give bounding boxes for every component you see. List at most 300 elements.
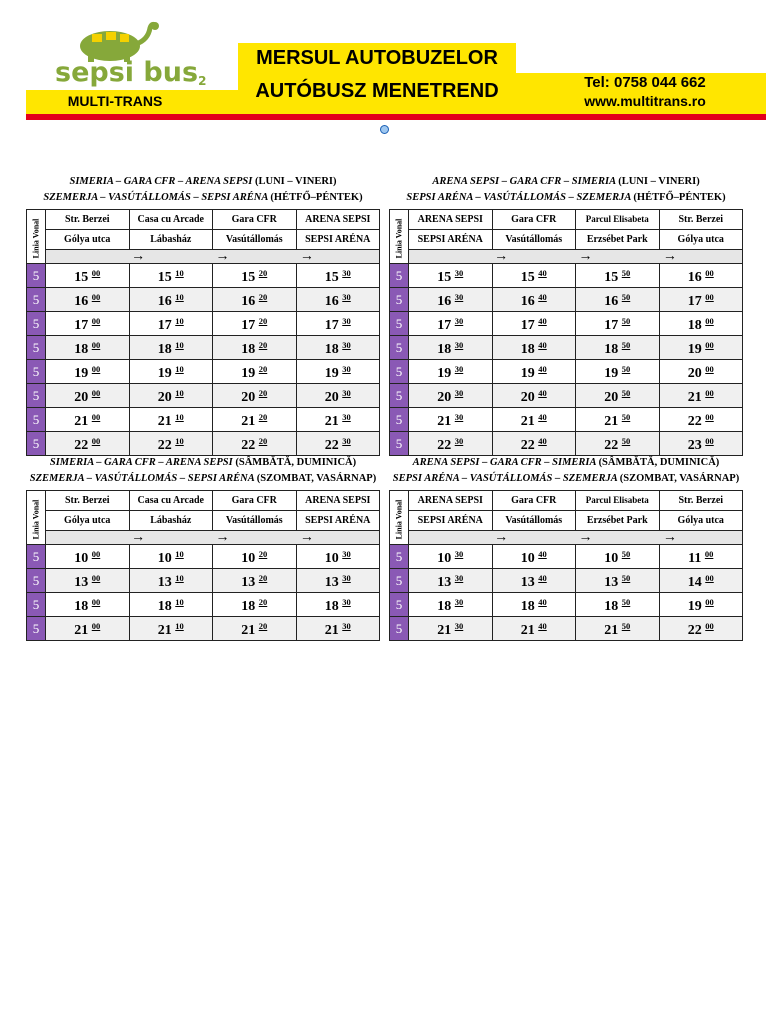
time-hour: 15 <box>324 270 343 285</box>
time-hour: 20 <box>241 390 259 405</box>
table-row <box>390 617 743 641</box>
time-hour: 10 <box>241 551 259 566</box>
timetable-block <box>26 174 380 456</box>
line-number-badge: 5 <box>390 408 409 432</box>
departure-time <box>46 432 130 456</box>
time-minute: 30 <box>342 316 351 326</box>
days-ro: (SÂMBĂTĂ, DUMINICĂ) <box>235 457 357 468</box>
time-hour: 20 <box>687 366 706 381</box>
time-minute: 20 <box>258 268 268 278</box>
time-minute: 30 <box>454 340 464 350</box>
time-hour: 18 <box>74 599 92 614</box>
time-minute: 30 <box>454 388 464 398</box>
line-number-badge: 5 <box>390 384 409 408</box>
line-column-header <box>27 210 46 264</box>
departure-time <box>409 569 493 593</box>
time-hour: 21 <box>604 623 622 638</box>
time-hour: 15 <box>437 270 455 285</box>
time-hour: 18 <box>604 342 622 357</box>
table-row <box>390 336 743 360</box>
time-minute: 00 <box>705 597 714 607</box>
time-minute: 20 <box>258 436 268 446</box>
time-minute: 50 <box>621 412 631 422</box>
table-row <box>27 593 380 617</box>
line-number-badge: 5 <box>390 545 409 569</box>
time-hour: 23 <box>687 438 706 453</box>
departure-time <box>296 432 380 456</box>
time-hour: 19 <box>324 366 343 381</box>
stop-name-hu: Gólya utca <box>659 230 743 250</box>
departure-time <box>659 432 743 456</box>
time-hour: 16 <box>520 294 539 309</box>
departure-time <box>296 545 380 569</box>
route-caption-ro <box>389 455 743 471</box>
direction-row <box>46 531 380 545</box>
logo-text: sepsi bus <box>55 57 199 88</box>
arrow-right-icon: → <box>299 249 314 264</box>
table-row <box>27 432 380 456</box>
time-minute: 10 <box>175 364 184 374</box>
departure-time <box>409 545 493 569</box>
table-row <box>390 264 743 288</box>
time-hour: 21 <box>324 623 343 638</box>
time-hour: 22 <box>520 438 539 453</box>
departure-time <box>213 432 297 456</box>
time-minute: 30 <box>342 268 351 278</box>
time-hour: 15 <box>74 270 92 285</box>
time-minute: 50 <box>621 573 631 583</box>
departure-time <box>576 617 660 641</box>
time-hour: 16 <box>324 294 343 309</box>
time-minute: 10 <box>175 316 184 326</box>
line-number-badge: 5 <box>390 336 409 360</box>
time-minute: 30 <box>342 412 351 422</box>
line-number-badge: 5 <box>27 336 46 360</box>
line-number-badge: 5 <box>390 569 409 593</box>
line-column-label: Linia Vonal <box>31 218 41 259</box>
departure-time <box>659 408 743 432</box>
time-minute: 50 <box>621 268 631 278</box>
time-hour: 16 <box>437 294 455 309</box>
time-hour: 19 <box>157 366 176 381</box>
time-minute: 10 <box>175 340 184 350</box>
departure-time <box>659 360 743 384</box>
departure-time <box>659 384 743 408</box>
time-minute: 40 <box>538 412 547 422</box>
stop-name-hu: Gólya utca <box>46 511 130 531</box>
time-hour: 19 <box>520 366 539 381</box>
time-hour: 18 <box>437 599 455 614</box>
time-hour: 17 <box>241 318 259 333</box>
time-minute: 40 <box>538 268 547 278</box>
timetable-block <box>389 455 743 641</box>
time-hour: 21 <box>520 623 539 638</box>
time-hour: 19 <box>74 366 92 381</box>
time-minute: 00 <box>705 340 714 350</box>
departure-time <box>492 408 576 432</box>
stop-name-ro: ARENA SEPSI <box>409 491 493 511</box>
time-hour: 18 <box>157 599 176 614</box>
time-hour: 20 <box>157 390 176 405</box>
time-minute: 50 <box>621 292 631 302</box>
time-minute: 40 <box>538 364 547 374</box>
phone-number: Tel: 0758 044 662 <box>584 74 706 91</box>
time-minute: 00 <box>704 549 714 559</box>
departure-time <box>296 336 380 360</box>
departure-time <box>409 336 493 360</box>
departure-time <box>213 569 297 593</box>
direction-arrows <box>409 250 742 263</box>
direction-arrows <box>46 250 379 263</box>
departure-time <box>213 336 297 360</box>
departure-time <box>296 593 380 617</box>
time-hour: 13 <box>520 575 539 590</box>
stop-name-hu: SEPSI ARÉNA <box>296 230 380 250</box>
departure-time <box>409 593 493 617</box>
departure-time <box>576 593 660 617</box>
time-hour: 13 <box>74 575 92 590</box>
time-hour: 16 <box>157 294 176 309</box>
stop-name-ro: Str. Berzei <box>46 491 130 511</box>
time-minute: 00 <box>91 549 101 559</box>
time-hour: 18 <box>520 342 539 357</box>
stop-name-hu: Gólya utca <box>659 511 743 531</box>
route-caption-hu <box>26 471 380 487</box>
stop-name-ro: ARENA SEPSI <box>296 210 380 230</box>
route-ro: ARENA SEPSI – GARA CFR – SIMERIA <box>432 176 619 187</box>
departure-time <box>659 593 743 617</box>
time-minute: 00 <box>705 573 714 583</box>
departure-time <box>296 408 380 432</box>
departure-time <box>129 384 213 408</box>
time-hour: 14 <box>687 575 706 590</box>
departure-time <box>659 545 743 569</box>
table-row <box>27 360 380 384</box>
time-hour: 21 <box>157 414 176 429</box>
direction-row <box>409 531 743 545</box>
time-minute: 00 <box>705 316 714 326</box>
departure-time <box>213 288 297 312</box>
time-minute: 30 <box>454 316 464 326</box>
time-minute: 50 <box>621 364 631 374</box>
time-minute: 30 <box>342 364 351 374</box>
line-column-header <box>390 210 409 264</box>
departure-time <box>659 336 743 360</box>
departure-time <box>129 432 213 456</box>
time-minute: 00 <box>91 292 101 302</box>
time-minute: 50 <box>621 621 631 631</box>
time-minute: 00 <box>705 412 714 422</box>
time-hour: 17 <box>520 318 539 333</box>
line-number-badge: 5 <box>27 408 46 432</box>
line-number-badge: 5 <box>390 432 409 456</box>
table-row <box>390 593 743 617</box>
time-minute: 00 <box>705 621 714 631</box>
time-hour: 19 <box>437 366 455 381</box>
departure-time <box>659 264 743 288</box>
time-hour: 22 <box>74 438 92 453</box>
table-row <box>27 336 380 360</box>
stop-name-ro: Gara CFR <box>213 491 297 511</box>
time-hour: 17 <box>437 318 455 333</box>
departure-time <box>129 545 213 569</box>
departure-time <box>492 264 576 288</box>
time-minute: 20 <box>258 412 268 422</box>
departure-time <box>129 336 213 360</box>
departure-time <box>46 593 130 617</box>
stop-name-ro: ARENA SEPSI <box>409 210 493 230</box>
time-minute: 30 <box>342 340 351 350</box>
arrow-right-icon: → <box>662 530 677 545</box>
departure-time <box>576 569 660 593</box>
time-minute: 40 <box>538 340 547 350</box>
logo-wordmark <box>55 57 206 88</box>
stop-name-hu: SEPSI ARÉNA <box>409 230 493 250</box>
departure-time <box>492 336 576 360</box>
route-caption-ro <box>389 174 743 190</box>
route-ro: SIMERIA – GARA CFR – ARENA SEPSI <box>49 457 236 468</box>
time-minute: 00 <box>705 436 714 446</box>
time-minute: 30 <box>342 597 351 607</box>
departure-time <box>409 384 493 408</box>
time-minute: 30 <box>342 388 351 398</box>
arrow-right-icon: → <box>494 249 509 264</box>
departure-time <box>296 384 380 408</box>
time-hour: 19 <box>241 366 259 381</box>
departure-time <box>409 617 493 641</box>
departure-time <box>492 432 576 456</box>
time-hour: 18 <box>604 599 622 614</box>
days-hu: (HÉTFŐ–PÉNTEK) <box>270 192 363 203</box>
stop-name-ro: Gara CFR <box>492 491 576 511</box>
stop-name-hu: Lábasház <box>129 511 213 531</box>
time-hour: 16 <box>604 294 622 309</box>
timetable-block <box>389 174 743 456</box>
departure-time <box>296 312 380 336</box>
departure-time <box>296 264 380 288</box>
time-hour: 22 <box>687 623 706 638</box>
time-minute: 10 <box>175 621 184 631</box>
departure-time <box>659 569 743 593</box>
table-row <box>390 360 743 384</box>
departure-time <box>409 264 493 288</box>
line-column-label: Linia Vonal <box>394 218 404 259</box>
time-hour: 16 <box>241 294 259 309</box>
departure-time <box>576 545 660 569</box>
departure-time <box>296 360 380 384</box>
time-hour: 18 <box>687 318 706 333</box>
time-minute: 00 <box>91 340 101 350</box>
table-row <box>390 432 743 456</box>
time-minute: 10 <box>175 412 184 422</box>
departure-time <box>46 617 130 641</box>
direction-row <box>409 250 743 264</box>
time-hour: 10 <box>604 551 622 566</box>
time-minute: 00 <box>91 268 101 278</box>
departure-time <box>576 312 660 336</box>
route-caption-hu <box>389 190 743 206</box>
line-number-badge: 5 <box>390 264 409 288</box>
stop-name-ro: Str. Berzei <box>659 491 743 511</box>
departure-time <box>213 545 297 569</box>
departure-time <box>492 288 576 312</box>
time-minute: 30 <box>454 412 464 422</box>
time-hour: 21 <box>520 414 539 429</box>
departure-time <box>576 408 660 432</box>
route-caption-ro <box>26 455 380 471</box>
time-minute: 30 <box>454 573 464 583</box>
time-hour: 20 <box>437 390 455 405</box>
time-hour: 13 <box>241 575 259 590</box>
time-hour: 17 <box>157 318 176 333</box>
time-minute: 30 <box>342 621 351 631</box>
time-hour: 19 <box>687 342 706 357</box>
departure-time <box>129 617 213 641</box>
time-hour: 17 <box>687 294 706 309</box>
time-minute: 10 <box>175 549 184 559</box>
line-number-badge: 5 <box>27 384 46 408</box>
time-hour: 11 <box>688 551 705 566</box>
time-minute: 30 <box>454 292 464 302</box>
departure-time <box>46 264 130 288</box>
departure-time <box>492 569 576 593</box>
departure-time <box>129 569 213 593</box>
time-hour: 22 <box>437 438 455 453</box>
stop-name-ro: Gara CFR <box>492 210 576 230</box>
departure-time <box>409 432 493 456</box>
arrow-right-icon: → <box>578 249 593 264</box>
time-minute: 00 <box>91 621 101 631</box>
departure-time <box>492 545 576 569</box>
time-hour: 22 <box>604 438 622 453</box>
table-row <box>390 545 743 569</box>
time-minute: 00 <box>91 412 101 422</box>
days-ro: (SÂMBĂTĂ, DUMINICĂ) <box>598 457 720 468</box>
stop-name-hu: Lábasház <box>129 230 213 250</box>
time-minute: 00 <box>705 364 714 374</box>
time-hour: 18 <box>157 342 176 357</box>
departure-time <box>46 336 130 360</box>
stop-name-ro: Parcul Elisabeta <box>576 491 660 511</box>
timetable <box>26 209 380 456</box>
arrow-right-icon: → <box>131 249 146 264</box>
time-minute: 10 <box>175 292 184 302</box>
time-minute: 40 <box>538 597 547 607</box>
timetable <box>26 490 380 641</box>
stop-name-hu: Gólya utca <box>46 230 130 250</box>
departure-time <box>129 264 213 288</box>
time-minute: 30 <box>454 436 464 446</box>
timetable-block <box>26 455 380 641</box>
time-hour: 21 <box>604 414 622 429</box>
timetable <box>389 209 743 456</box>
website-link[interactable]: www.multitrans.ro <box>584 93 706 109</box>
departure-time <box>409 360 493 384</box>
time-hour: 15 <box>241 270 259 285</box>
stop-name-ro: Str. Berzei <box>46 210 130 230</box>
arrow-right-icon: → <box>131 530 146 545</box>
line-number-badge: 5 <box>27 569 46 593</box>
departure-time <box>492 617 576 641</box>
arrow-right-icon: → <box>578 530 593 545</box>
table-row <box>27 384 380 408</box>
departure-time <box>409 408 493 432</box>
arrow-right-icon: → <box>215 530 230 545</box>
table-row <box>27 569 380 593</box>
time-minute: 30 <box>454 364 464 374</box>
time-hour: 18 <box>74 342 92 357</box>
departure-time <box>46 312 130 336</box>
time-hour: 10 <box>157 551 176 566</box>
table-row <box>390 312 743 336</box>
table-row <box>390 384 743 408</box>
departure-time <box>129 288 213 312</box>
time-minute: 10 <box>175 268 184 278</box>
departure-time <box>409 312 493 336</box>
line-number-badge: 5 <box>27 264 46 288</box>
time-minute: 40 <box>538 316 547 326</box>
days-hu: (HÉTFŐ–PÉNTEK) <box>633 192 726 203</box>
time-minute: 20 <box>258 316 268 326</box>
time-hour: 15 <box>520 270 539 285</box>
time-hour: 21 <box>437 623 455 638</box>
time-minute: 40 <box>538 292 547 302</box>
time-hour: 17 <box>74 318 92 333</box>
departure-time <box>129 593 213 617</box>
time-hour: 13 <box>324 575 343 590</box>
stop-name-ro: Casa cu Arcade <box>129 210 213 230</box>
time-hour: 17 <box>324 318 343 333</box>
time-hour: 15 <box>157 270 176 285</box>
time-hour: 22 <box>687 414 706 429</box>
line-number-badge: 5 <box>27 288 46 312</box>
stop-name-hu: Erzsébet Park <box>576 511 660 531</box>
time-hour: 20 <box>520 390 539 405</box>
time-hour: 15 <box>604 270 622 285</box>
table-row <box>390 569 743 593</box>
stop-name-hu: Erzsébet Park <box>576 230 660 250</box>
line-number-badge: 5 <box>390 617 409 641</box>
time-minute: 50 <box>621 549 631 559</box>
departure-time <box>213 408 297 432</box>
departure-time <box>213 617 297 641</box>
time-hour: 10 <box>520 551 539 566</box>
time-minute: 00 <box>91 364 101 374</box>
time-hour: 10 <box>324 551 343 566</box>
time-hour: 20 <box>604 390 622 405</box>
line-column-label: Linia Vonal <box>394 499 404 540</box>
line-number-badge: 5 <box>27 593 46 617</box>
time-minute: 10 <box>175 388 184 398</box>
time-hour: 21 <box>157 623 176 638</box>
time-minute: 00 <box>91 316 101 326</box>
time-minute: 00 <box>91 388 101 398</box>
departure-time <box>576 384 660 408</box>
time-minute: 10 <box>175 573 184 583</box>
departure-time <box>576 336 660 360</box>
time-minute: 20 <box>258 364 268 374</box>
departure-time <box>296 569 380 593</box>
departure-time <box>213 264 297 288</box>
time-hour: 10 <box>74 551 92 566</box>
route-caption-hu <box>389 471 743 487</box>
company-name: MULTI-TRANS <box>67 93 163 109</box>
time-hour: 22 <box>324 438 343 453</box>
time-minute: 30 <box>454 597 464 607</box>
table-row <box>27 264 380 288</box>
route-hu: SEPSI ARÉNA – VASÚTÁLLOMÁS – SZEMERJA <box>392 473 620 484</box>
dot-icon <box>380 125 389 134</box>
